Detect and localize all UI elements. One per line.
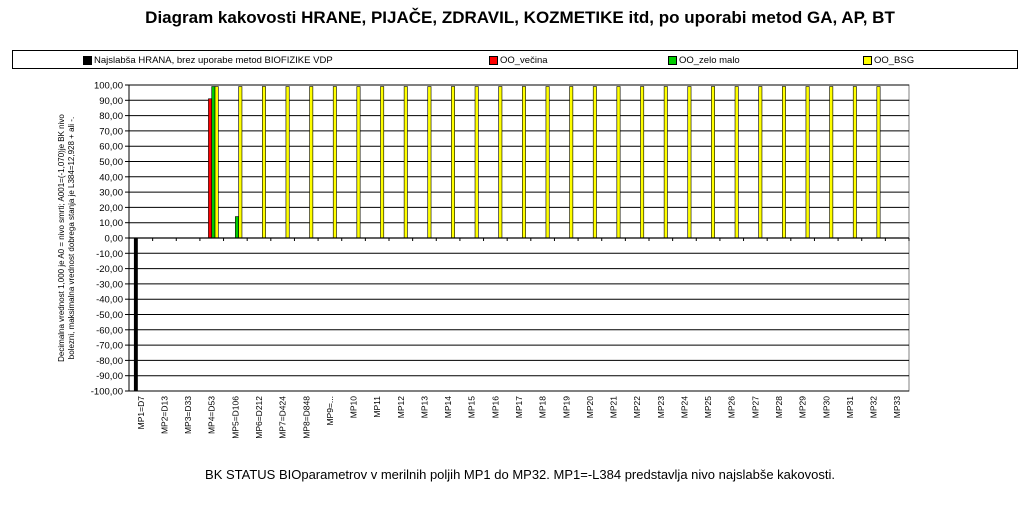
x-tick-label: MP14 bbox=[443, 396, 454, 419]
legend-label-bsg: OO_BSG bbox=[874, 54, 915, 66]
y-tick-label: 40,00 bbox=[99, 172, 123, 184]
bar bbox=[262, 87, 265, 238]
bar bbox=[806, 87, 809, 238]
x-tick-label: MP10 bbox=[348, 396, 359, 419]
x-tick-label: MP28 bbox=[774, 396, 784, 419]
x-tick-label: MP17 bbox=[514, 396, 524, 419]
bar bbox=[570, 87, 573, 238]
bar bbox=[357, 87, 360, 238]
x-tick-label: MP1=D7 bbox=[135, 396, 146, 430]
bar bbox=[380, 87, 383, 238]
bar bbox=[853, 87, 856, 238]
bar bbox=[404, 87, 407, 238]
bar bbox=[451, 87, 454, 238]
legend-label-vecina: OO_večina bbox=[500, 54, 548, 66]
y-axis-label: Decimalna vrednost 1,000 je A0 = nivo smrti; A001=(-1,070)je BK nivo bbox=[57, 114, 66, 362]
bar bbox=[782, 87, 785, 238]
legend-label-zelo-malo: OO_zelo malo bbox=[679, 54, 740, 66]
bar bbox=[310, 87, 313, 238]
x-tick-label: MP7=D424 bbox=[277, 396, 288, 439]
x-tick-label: MP16 bbox=[490, 396, 501, 419]
y-tick-label: 20,00 bbox=[99, 202, 123, 214]
y-tick-label: 80,00 bbox=[99, 111, 123, 123]
bar bbox=[593, 87, 596, 238]
x-tick-label: MP15 bbox=[466, 396, 477, 419]
bar bbox=[235, 217, 238, 238]
bar bbox=[522, 87, 525, 238]
bar bbox=[286, 87, 289, 238]
y-tick-label: 90,00 bbox=[99, 95, 123, 107]
x-tick-label: MP2=D13 bbox=[159, 396, 170, 435]
bar bbox=[735, 87, 738, 238]
bar bbox=[546, 87, 549, 238]
bar bbox=[212, 87, 215, 238]
x-tick-label: MP31 bbox=[844, 396, 855, 419]
x-tick-label: MP33 bbox=[892, 396, 903, 419]
y-tick-label: -80,00 bbox=[96, 355, 123, 367]
y-tick-label: 30,00 bbox=[99, 187, 123, 199]
bar bbox=[215, 87, 218, 238]
bar bbox=[333, 87, 336, 238]
x-tick-label: MP11 bbox=[372, 396, 383, 418]
bar bbox=[208, 99, 211, 238]
bar bbox=[711, 87, 714, 238]
x-tick-label: MP19 bbox=[561, 396, 572, 419]
legend-label-worst: Najslabša HRANA, brez uporabe metod BIOFIZIKE VDP bbox=[94, 54, 333, 66]
y-tick-label: 50,00 bbox=[99, 157, 123, 168]
x-tick-label: MP13 bbox=[419, 396, 430, 419]
bar bbox=[475, 87, 478, 238]
y-tick-label: -10,00 bbox=[96, 248, 123, 260]
y-tick-label: 0,00 bbox=[104, 233, 123, 245]
bar bbox=[134, 238, 137, 391]
bar bbox=[239, 87, 242, 238]
x-tick-label: MP12 bbox=[395, 396, 406, 419]
y-tick-label: 10,00 bbox=[99, 218, 123, 230]
bar bbox=[499, 87, 502, 238]
y-tick-label: -90,00 bbox=[96, 371, 123, 383]
x-tick-label: MP5=D106 bbox=[230, 396, 241, 439]
y-tick-label: -20,00 bbox=[96, 264, 123, 276]
x-tick-label: MP26 bbox=[726, 396, 737, 419]
y-tick-label: 100,00 bbox=[93, 80, 123, 92]
y-tick-label: -70,00 bbox=[96, 340, 123, 352]
bar bbox=[640, 87, 643, 238]
x-tick-label: MP23 bbox=[655, 396, 666, 419]
chart-title: Diagram kakovosti HRANE, PIJAČE, ZDRAVIL, KOZMETIKE itd, po uporabi metod GA, AP, BT bbox=[145, 8, 895, 27]
y-tick-label: -60,00 bbox=[96, 325, 123, 337]
bar bbox=[688, 87, 691, 238]
x-tick-label: MP6=D212 bbox=[254, 396, 264, 439]
x-tick-label: MP9=... bbox=[324, 396, 335, 426]
bar bbox=[877, 87, 880, 238]
x-tick-label: MP21 bbox=[608, 396, 619, 419]
bar bbox=[759, 87, 762, 238]
x-tick-label: MP25 bbox=[703, 396, 714, 419]
x-tick-label: MP20 bbox=[584, 396, 595, 419]
bar bbox=[428, 87, 431, 238]
x-tick-label: MP3=D33 bbox=[183, 396, 194, 435]
y-axis-label: bolezni, maksimalna vrednost dobrega stanja je L384=12,928 + ali -. bbox=[67, 116, 76, 360]
x-tick-label: MP27 bbox=[750, 396, 761, 419]
x-tick-label: MP30 bbox=[821, 396, 832, 419]
x-tick-label: MP29 bbox=[797, 396, 808, 419]
x-tick-label: MP18 bbox=[537, 396, 548, 419]
bar bbox=[664, 87, 667, 238]
x-axis-caption: BK STATUS BIOparametrov v merilnih poljih MP1 do MP32. MP1=-L384 predstavlja nivo najslabše kakovosti. bbox=[205, 467, 835, 482]
x-tick-label: MP24 bbox=[679, 396, 690, 419]
bar bbox=[617, 87, 620, 238]
y-tick-label: -30,00 bbox=[96, 279, 123, 291]
bar bbox=[830, 87, 833, 238]
y-tick-label: -100,00 bbox=[90, 386, 123, 398]
x-tick-label: MP32 bbox=[868, 396, 879, 419]
x-tick-label: MP4=D53 bbox=[206, 396, 217, 435]
y-tick-label: -40,00 bbox=[96, 294, 123, 306]
y-tick-label: 60,00 bbox=[99, 141, 123, 153]
y-tick-label: 70,00 bbox=[99, 126, 123, 138]
y-tick-label: -50,00 bbox=[96, 310, 123, 321]
x-tick-label: MP8=D848 bbox=[301, 396, 312, 439]
x-tick-label: MP22 bbox=[632, 396, 643, 419]
